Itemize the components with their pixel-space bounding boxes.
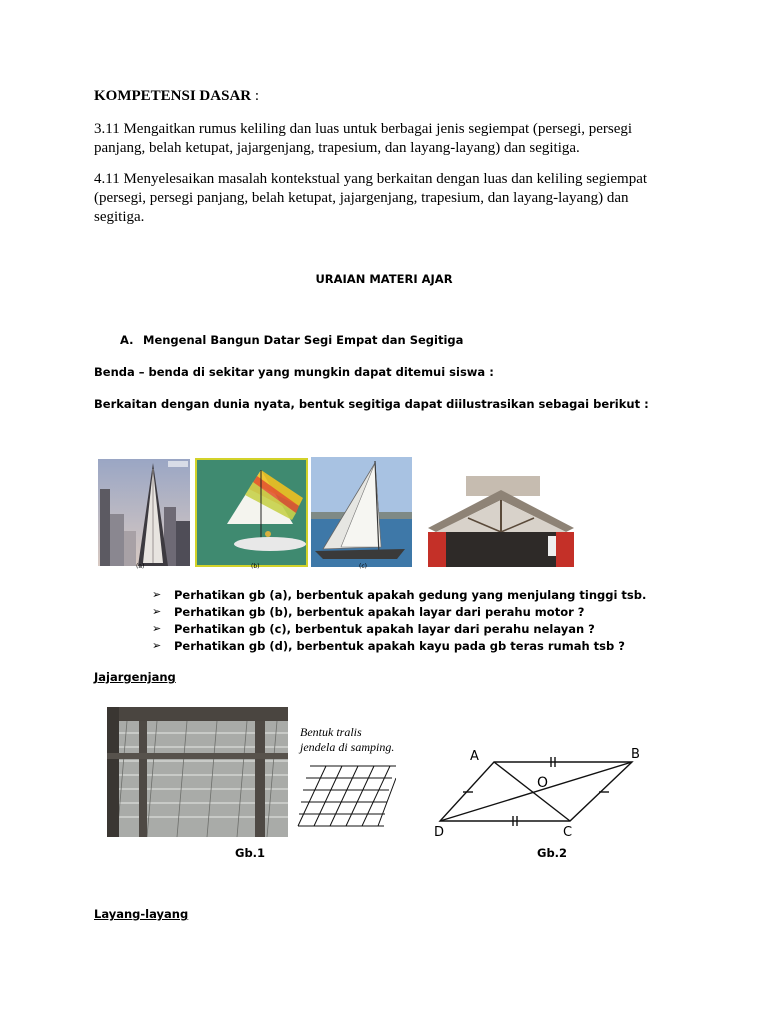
kd-411-line-1: 4.11 Menyelesaikan masalah kontekstual yang berkaitan dengan luas dan keliling segiempat: [94, 171, 648, 187]
section-a-title: Mengenal Bangun Datar Segi Empat dan Segitiga: [143, 333, 464, 347]
kd-heading-line: [94, 87, 259, 106]
gb2-caption: Gb.2: [537, 846, 568, 860]
gb1-caption: Gb.1: [235, 846, 266, 860]
kd-heading: KOMPETENSI DASAR: [94, 88, 252, 104]
diagonal-ac: [494, 762, 570, 821]
layang-heading: Layang-layang: [94, 907, 189, 921]
vertex-label-b: B: [631, 747, 640, 762]
jajargenjang-heading: Jajargenjang: [94, 670, 176, 684]
kd-311-line-1: 3.11 Mengaitkan rumus keliling dan luas untuk berbagai jenis segiempat (persegi, persegi: [94, 121, 633, 137]
trellis-photo-image: [107, 707, 288, 837]
trellis-note-line-1: Bentuk tralis: [300, 725, 362, 739]
vertex-label-d: D: [434, 825, 445, 840]
photo-b-image: [195, 458, 308, 567]
question-text: Perhatikan gb (d), berbentuk apakah kayu pada gb teras rumah tsb ?: [174, 639, 625, 653]
trellis-note-line-2: jendela di samping.: [300, 740, 395, 754]
question-text: Perhatikan gb (c), berbentuk apakah layar dari perahu nelayan ?: [174, 622, 595, 636]
trellis-photo: [107, 707, 288, 837]
arrow-bullet-icon: ➢: [152, 639, 162, 652]
photo-d-image: [428, 476, 574, 567]
photo-b-sailboat: [195, 458, 308, 567]
list-item: [152, 621, 646, 638]
trellis-note: [300, 725, 394, 755]
kd-411-paragraph: [94, 170, 694, 227]
photo-a-building: [98, 459, 190, 566]
kd-heading-suffix: :: [251, 88, 260, 104]
photo-b-caption: (b): [251, 563, 260, 570]
photo-a-caption: (a): [136, 563, 145, 570]
list-item: [152, 604, 646, 621]
arrow-bullet-icon: ➢: [152, 605, 162, 618]
vertex-label-o: O: [537, 775, 549, 791]
kd-411-line-2: (persegi, persegi panjang, belah ketupat, jajargenjang, trapesium, dan layang-layang) dan: [94, 190, 629, 206]
kd-311-paragraph: [94, 120, 694, 158]
vertex-label-c: C: [563, 825, 573, 840]
intro-line-2: Berkaitan dengan dunia nyata, bentuk segitiga dapat diilustrasikan sebagai berikut :: [94, 397, 649, 411]
question-text: Perhatikan gb (a), berbentuk apakah gedung yang menjulang tinggi tsb.: [174, 588, 647, 602]
parallelogram-diagram: [430, 744, 646, 840]
section-a-label: A.: [120, 333, 134, 347]
kd-311-line-2: panjang, belah ketupat, jajargenjang, trapesium, dan layang-layang) dan segitiga.: [94, 140, 580, 156]
photo-a-image: [98, 459, 190, 566]
vertex-label-a: A: [470, 749, 479, 764]
photo-d-porch: [428, 476, 574, 567]
photo-c-sailboat: [311, 457, 412, 567]
question-text: Perhatikan gb (b), berbentuk apakah layar dari perahu motor ?: [174, 605, 585, 619]
intro-line-1: Benda – benda di sekitar yang mungkin dapat ditemui siswa :: [94, 365, 494, 379]
photo-c-caption: (c): [359, 563, 367, 570]
question-list: [152, 587, 646, 655]
photo-c-image: [311, 457, 412, 567]
trellis-sketch: [296, 762, 396, 840]
uraian-title: URAIAN MATERI AJAR: [315, 272, 453, 286]
list-item: [152, 638, 646, 655]
list-item: [152, 587, 646, 604]
arrow-bullet-icon: ➢: [152, 622, 162, 635]
kd-411-line-3: segitiga.: [94, 209, 145, 225]
arrow-bullet-icon: ➢: [152, 588, 162, 601]
